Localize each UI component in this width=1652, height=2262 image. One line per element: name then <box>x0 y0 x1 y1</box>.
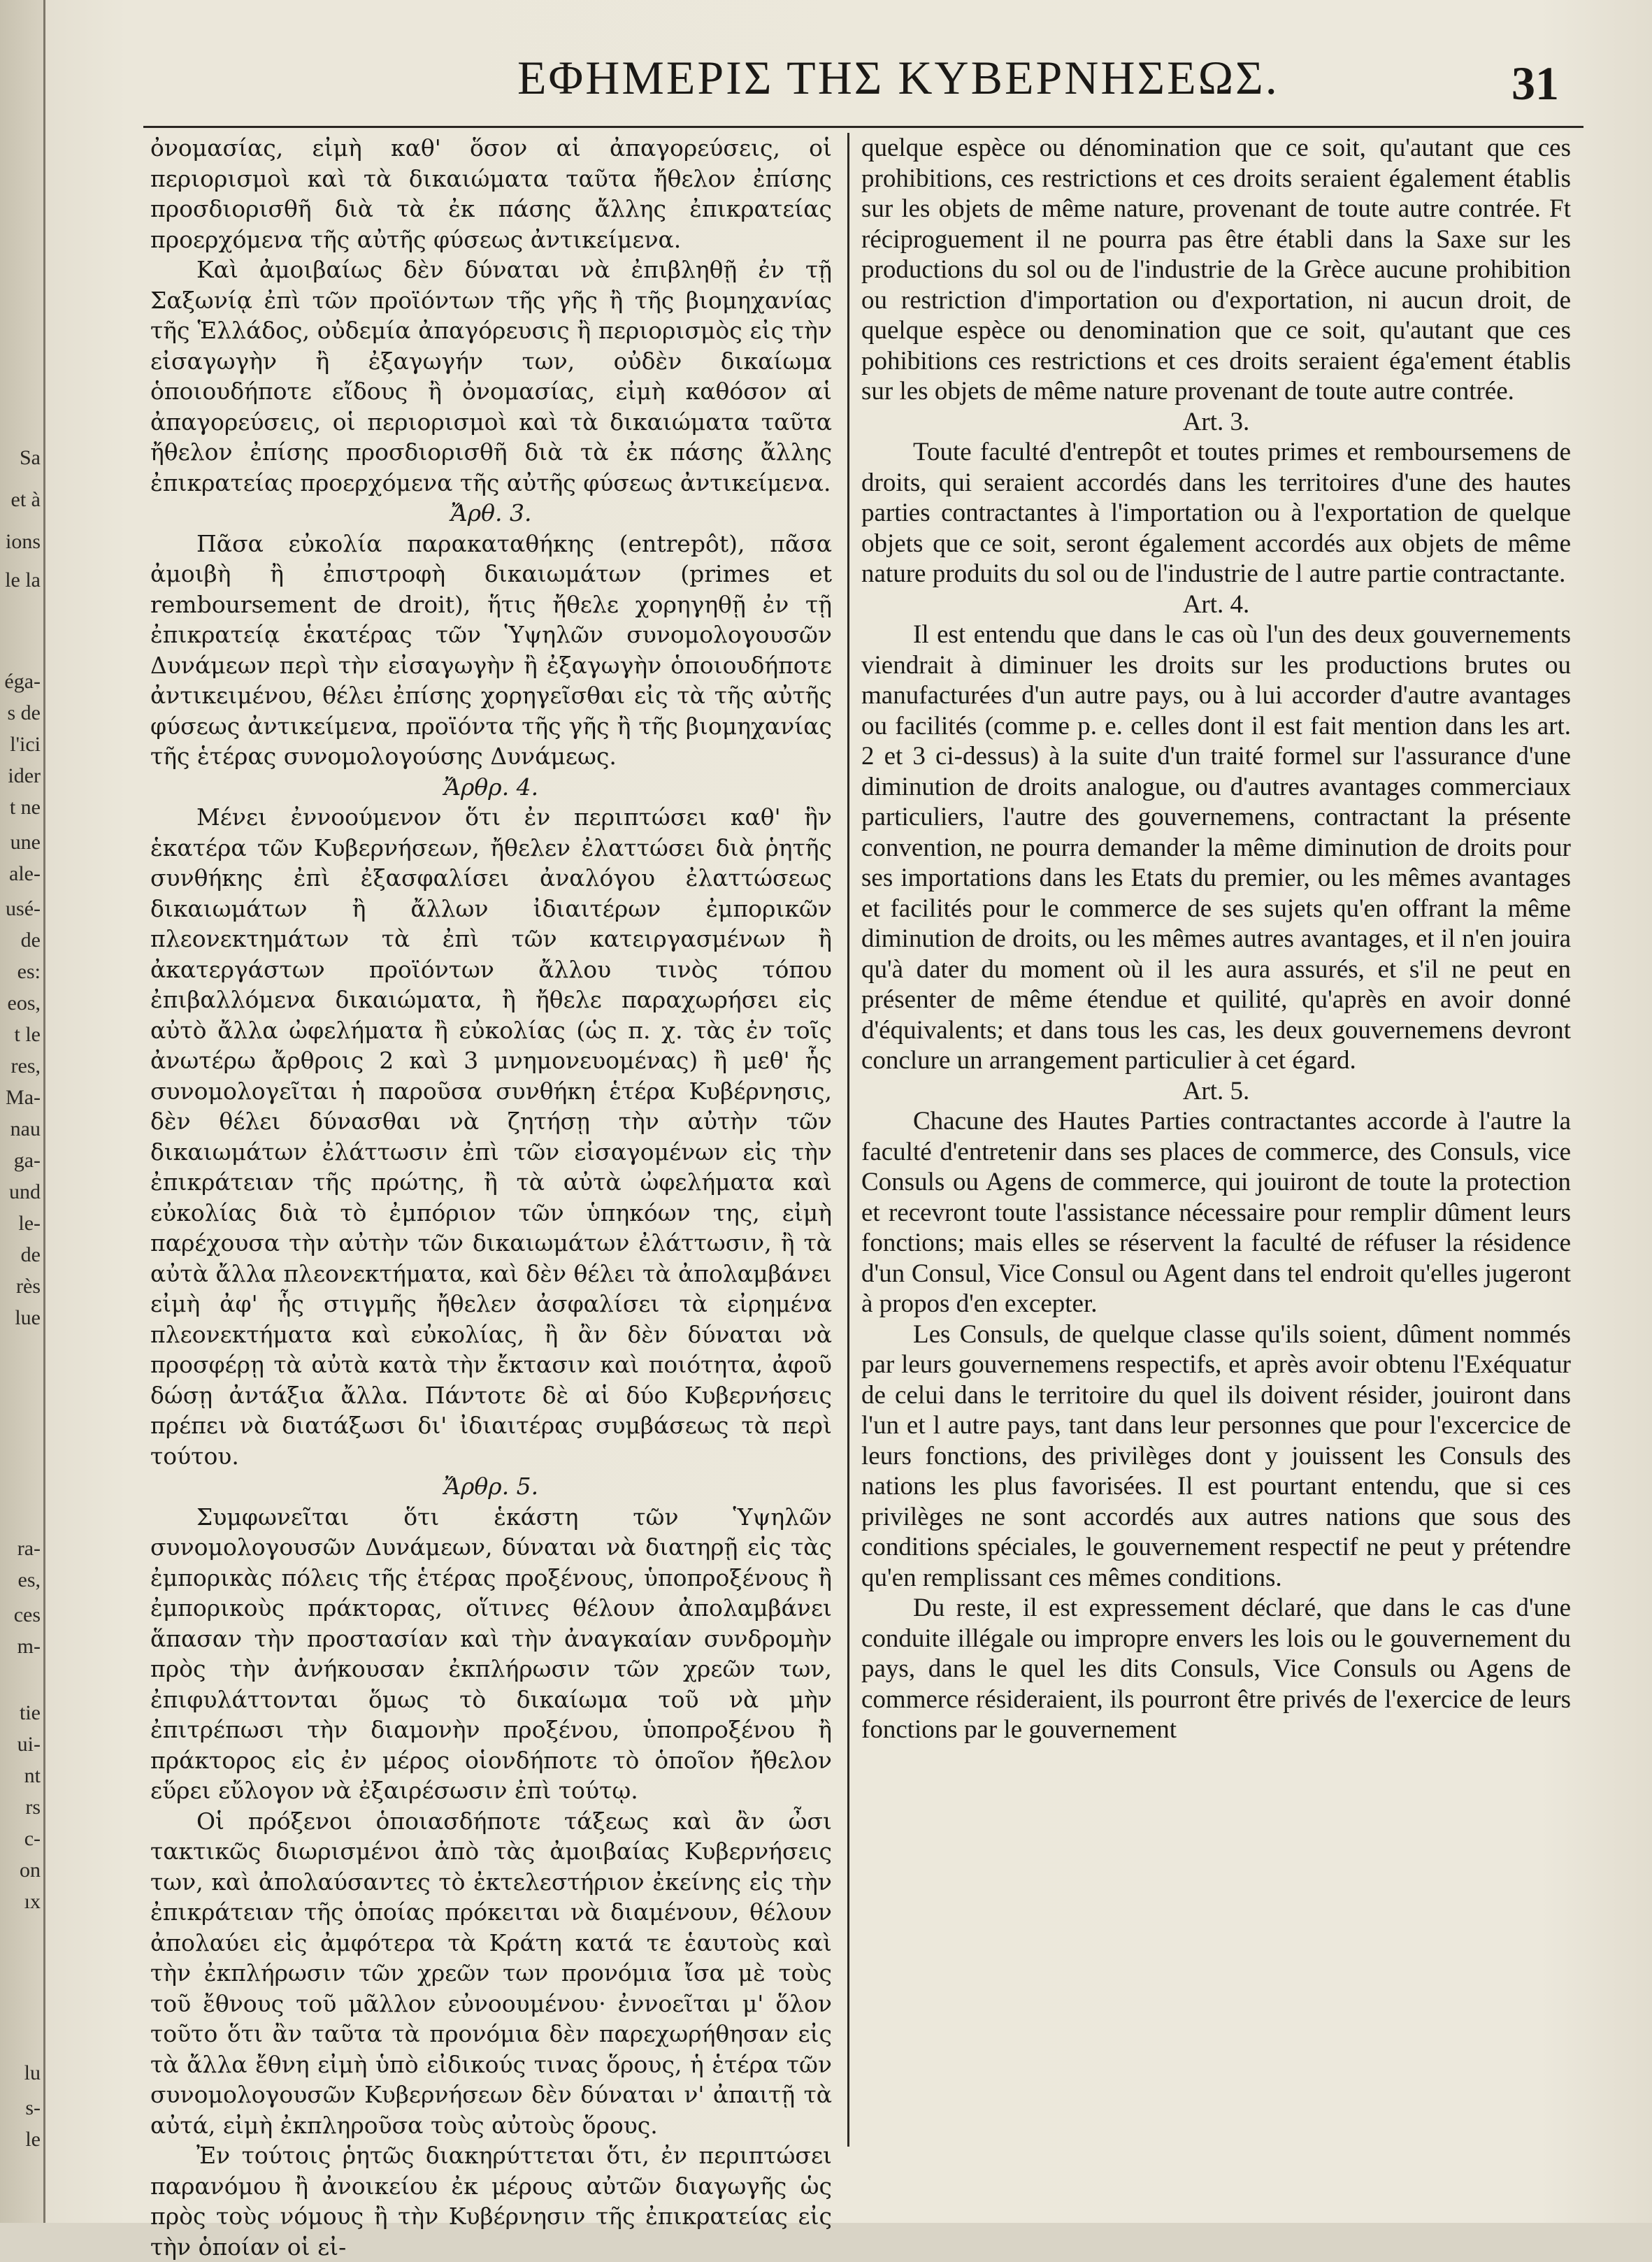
gazette-title: ΕΦΗΜΕΡΙΣ ΤΗΣ ΚΥΒΕΡΝΗΣΕΩΣ. <box>517 51 1279 104</box>
margin-fragment: Sa <box>20 446 41 469</box>
margin-fragment: et à <box>10 488 41 511</box>
margin-fragment: c- <box>24 1827 41 1850</box>
greek-paragraph: Καὶ ἀμοιβαίως δὲν δύναται νὰ ἐπιβληθῇ ἐν τῇ Σαξωνίᾳ ἐπὶ τῶν προϊόντων τῆς γῆς ἢ τῆς βιομηχανίας τῆς Ἑλλάδος, οὐδεμία ἀπαγόρευσις ἢ περιορισμὸς εἰς τὴν εἰσαγωγὴν ἢ ἐξαγωγήν των, οὐδὲν δικαίωμα ὁποιουδήποτε εἴδους ἢ ὀνομασίας, εἰμὴ καθόσον αἱ ἀπαγορεύσεις, οἱ περιορισμοὶ καὶ τὰ δικαιώματα ταῦτα ἤθελον ἐπίσης προσδιορισθῆ διὰ τὰ ἐκ πάσης ἄλλης ἐπικρατείας προερχόμενα τῆς αὐτῆς φύσεως ἀντικείμενα. <box>150 256 832 496</box>
margin-fragment: rs <box>25 1796 41 1819</box>
header-rule <box>143 126 1583 128</box>
greek-paragraph: Οἱ πρόξενοι ὁποιασδήποτε τάξεως καὶ ἂν ὦσι τακτικῶς διωρισμένοι ἀπὸ τὰς ἀμοιβαίας Κυβερνήσεις των, καὶ ἀπολαύσαντες τὸ ἐκτελεστήριον ἐκείνης εἰς τὴν ἐπικράτειαν τῆς ὁποίας πρόκειται νὰ διαμένουν, θέλουν ἀπολαύει εἰς ἀμφότερα τὰ Κράτη κατά τε ἑαυτοὺς καὶ τὴν ἐκπλήρωσιν τῶν χρεῶν των προνόμια ἴσα μὲ τοὺς τοῦ ἔθνους τοῦ μᾶλλον εὐνοουμένου· ἐννοεῖται μ' ὅλον τοῦτο ὅτι ἂν ταῦτα τὰ προνόμια δὲν παρεχωρήθησαν εἰς τὰ ἄλλα ἔθνη εἰμὴ ὑπὸ εἰδικούς τινας ὅρους, ἡ ἑτέρα τῶν συνομολογουσῶν Κυβερνήσεων δὲν δύναται ν' ἀπαιτῇ τὰ αὐτά, εἰμὴ ἐκπληροῦσα τοὺς αὐτοὺς ὅρους. <box>150 1807 832 2139</box>
margin-fragment: es: <box>17 960 41 983</box>
margin-fragment: ıx <box>24 1890 41 1913</box>
french-column <box>861 133 1571 1745</box>
greek-paragraph: Συμφωνεῖται ὅτι ἑκάστη τῶν Ὑψηλῶν συνομολογουσῶν Δυνάμεων, δύναται νὰ διατηρῇ εἰς τὰς ἐμπορικὰς πόλεις τῆς ἑτέρας προξένους, ὑποπροξένους ἢ ἐμπορικοὺς πράκτορας, οἵτινες θέλουν ἀπολαμβάνει ἅπασαν τὴν προστασίαν καὶ τὴν ἀναγκαίαν συνδρομὴν πρὸς τὴν ἀνήκουσαν ἐκπλήρωσιν τῶν χρεῶν των, ἐπιφυλάττονται ὅμως τὸ δικαίωμα τοῦ νὰ μὴν ἐπιτρέπωσι τὴν διαμονὴν προξένου, ὑποπροξένου ἢ πράκτορος εἰς ἐν μέρος οἱονδήποτε τὸ ὁποῖον ἤθελον εὕρει εὔλογον νὰ ἐξαιρέσωσιν ἐπὶ τούτῳ. <box>150 1503 832 1804</box>
column-divider <box>847 133 849 2147</box>
french-paragraph: quelque espèce ou dénomination que ce soit, qu'autant que ces prohibitions, ces restrictions et ces droits seraient également établis sur les objets de même nature, provenant de toute autre contrée. Ft réciproguement il ne pourra pas être établi dans la Saxe sur les productions du sol ou de l'industrie de la Grèce aucune prohibition ou restriction d'importation ou d'exportation, ni aucun droit, de quelque espèce ou denomination que ce soit, qu'autant que ces pohibitions ces restrictions et ces droits seraient éga'ement établis sur les objets de même nature provenant de toute autre contrée. <box>861 134 1571 406</box>
margin-fragment: t le <box>14 1023 41 1046</box>
french-paragraph: Toute faculté d'entrepôt et toutes primes et remboursemens de droits, qui seraient accordés dans les territoires d'une des hautes parties contractantes à l'importation ou à l'exportation de quelque objets que ce soit, seront également accordés aux objets de même nature produits du sol ou de l'industrie de l autre partie contractante. <box>861 438 1571 588</box>
margin-fragment: eos, <box>7 992 41 1015</box>
french-article-5-heading: Art. 5. <box>1182 1076 1250 1105</box>
margin-fragment: res, <box>10 1054 41 1078</box>
greek-article-5-heading: Ἄρθρ. 5. <box>443 1473 539 1500</box>
margin-fragment: l'ici <box>10 733 41 756</box>
margin-fragment: nau <box>10 1117 41 1140</box>
margin-fragment: es, <box>17 1568 41 1591</box>
greek-article-3-heading: Ἄρθ. 3. <box>450 499 532 527</box>
margin-fragment: ale- <box>9 862 41 885</box>
margin-fragment: éga- <box>4 670 41 693</box>
greek-paragraph: Ἐν τούτοις ῥητῶς διακηρύττεται ὅτι, ἐν περιπτώσει παρανόμου ἢ ἀνοικείου ἐκ μέρους αὐτῶν διαγωγῆς ὡς πρὸς τοὺς νόμους ἢ τὴν Κυβέρνησιν τῆς ἐπικρατείας εἰς τὴν ὁποίαν οἱ εἰ- <box>150 2142 832 2261</box>
margin-fragment: s- <box>25 2096 41 2119</box>
french-paragraph: Il est entendu que dans le cas où l'un des deux gouvernements viendrait à diminuer les droits sur les productions brutes ou manufacturées d'un autre pays, ou à lui accorder d'autre avantages ou facilités (comme p. e. celles dont il est fait mention dans les art. 2 et 3 ci-dessus) à la suite d'un traité formel sur l'assurance d'une diminution de droits analogue, ou d'autres avantages commerciaux particuliers, l'autre des gouvernemens, contractant la présente convention, ne pourra demander la même diminution de droits pour ses importations dans les Etats du premier, ou les mêmes avantages et facilités pour le commerce de ses sujets qu'en offrant la même diminution de droits, ou les mêmes autres avantages, et il n'en jouira qu'à dater du moment où il les aura assurés, et s'il ne peut en présenter de même étendue et quilité, qu'après en avoir donné d'équivalents; et dans tous les cas, les deux gouvernemens devront conclure un arrangement particulier à cet égard. <box>861 620 1571 1075</box>
margin-fragment: m- <box>17 1635 41 1658</box>
margin-fragment: le- <box>18 1212 41 1235</box>
margin-fragment: Ma- <box>6 1086 41 1109</box>
margin-fragment: ider <box>8 764 41 787</box>
margin-fragment: nt <box>24 1764 41 1787</box>
french-article-4-heading: Art. 4. <box>1182 589 1250 619</box>
margin-fragment: de <box>20 929 41 952</box>
margin-fragment: de <box>20 1243 41 1266</box>
margin-fragment: usé- <box>6 897 41 920</box>
margin-fragment: on <box>20 1859 41 1882</box>
french-article-3-heading: Art. 3. <box>1182 407 1250 436</box>
page-number: 31 <box>1511 57 1559 110</box>
french-paragraph: Les Consuls, de quelque classe qu'ils soient, dûment nommés par leurs gouvernemens respectifs, et après avoir obtenu l'Exéquatur de celui dans le territoire du quel ils doivent résider, jouiront dans l'un et l autre pays, tant dans leur personnes que pour l'excercice de leurs fonctions, des privilèges dont y jouissent les Consuls des nations les plus favorisées. Il est pourtant entendu, que si ces privilèges ne sont accordés aux autres nations que sous des conditions spéciales, le gouvernement respectif ne peut y prétendre qu'en remplissant ces mêmes conditions. <box>861 1319 1571 1592</box>
greek-paragraph: Μένει ἐννοούμενον ὅτι ἐν περιπτώσει καθ' ἣν ἑκατέρα τῶν Κυβερνήσεων, ἤθελεν ἐλαττώσει διὰ ῥητῆς συνθήκης ἐπὶ ἐξασφαλίσει ἀναλόγου ἐλαττώσεως δικαιωμάτων ἢ ἄλλων ἰδιαιτέρων ἐμπορικῶν πλεονεκτημάτων τὰ ἐπὶ τῶν κατειργασμένων ἢ ἀκατεργάστων προϊόντων ἄλλου τινὸς τόπου ἐπιβαλλόμενα δικαιώματα, ἢ ἤθελε παραχωρήσει εἰς αὐτὸ ἄλλα ὠφελήματα ἢ εὐκολίας (ὡς π. χ. τὰς ἐν τοῖς ἀνωτέρω ἄρθροις 2 καὶ 3 μνημονευομένας) ἢ μεθ' ἧς συνομολογεῖται ἡ παροῦσα συνθήκη ἑτέρα Κυβέρνησις, δὲν θέλει δύνασθαι νὰ ζητήσῃ τὴν αὐτὴν τῶν δικαιωμάτων ἐλάττωσιν ἐπὶ τῶν εἰσαγομένων εἰς τὴν ἐπικράτειαν τῆς πρώτης, ἢ τὰ αὐτὰ ὠφελήματα καὶ εὐκολίας διὰ τὸ ἐμπόριον τῶν ὑπηκόων της, εἰμὴ παρέχουσα τὴν αὐτὴν τῶν δικαιωμάτων ἐλάττωσιν, ἢ τὰ αὐτὰ ἄλλα πλεονεκτήματα, καὶ δὲν θέλει τὰ ἀπολαμβάνει εἰμὴ ἀφ' ἧς στιγμῆς ἤθελεν ἀσφαλίσει τὰ εἰρημένα πλεονεκτήματα καὶ εὐκολίας, ἢ ἂν δὲν δύναται νὰ προσφέρῃ τὰ αὐτὰ κατὰ τὴν ἔκτασιν καὶ ποιότητα, ἀφοῦ δώσῃ ἀντάξια ἄλλα. Πάντοτε δὲ αἱ δύο Κυβερνήσεις πρέπει νὰ διατάξωσι δι' ἰδιαιτέρας συμβάσεως τὰ περὶ τούτου. <box>150 803 832 1470</box>
margin-fragment: le <box>25 2128 41 2151</box>
margin-fragment: und <box>9 1180 41 1203</box>
margin-fragment: ra- <box>17 1537 41 1560</box>
margin-fragment: ces <box>13 1603 41 1626</box>
margin-fragment: ga- <box>13 1149 41 1172</box>
greek-paragraph: Πᾶσα εὐκολία παρακαταθήκης (entrepôt), πᾶσα ἀμοιβὴ ἢ ἐπιστροφὴ δικαιωμάτων (primes et remboursement de droit), ἥτις ἤθελε χορηγηθῇ ἐν τῇ ἐπικρατείᾳ ἑκατέρας τῶν Ὑψηλῶν συνομολογουσῶν Δυνάμεων περὶ τὴν εἰσαγωγὴν ἢ ἐξαγωγὴν ὁποιουδήποτε ἀντικειμένου, θέλει ἐπίσης χορηγεῖσθαι εἰς τὰ τῆς αὐτῆς φύσεως ἀντικείμενα, προϊόντα τῆς γῆς ἢ τῆς βιομηχανίας τῆς ἑτέρας συνομολογούσης Δυνάμεως. <box>150 529 832 770</box>
margin-fragment: lue <box>15 1306 41 1329</box>
margin-fragment: ui- <box>17 1733 41 1756</box>
margin-fragment: le la <box>5 568 41 592</box>
margin-fragment: s de <box>7 701 41 724</box>
adjacent-page-edge <box>0 0 45 2223</box>
margin-fragment: ions <box>5 530 41 553</box>
greek-column <box>150 133 832 2262</box>
margin-fragment: une <box>10 831 41 854</box>
margin-fragment: tie <box>20 1701 41 1724</box>
greek-paragraph: ὀνομασίας, εἰμὴ καθ' ὅσον αἱ ἀπαγορεύσεις, οἱ περιορισμοὶ καὶ τὰ δικαιώματα ταῦτα ἤθελον ἐπίσης προσδιορισθῆ διὰ τὰ ἐκ πάσης ἄλλης ἐπικρατείας προερχόμενα τῆς αὐτῆς φύσεως ἀντικείμενα. <box>150 134 832 253</box>
french-paragraph: Chacune des Hautes Parties contractantes accorde à l'autre la faculté d'entretenir dans ses places de commerce, des Consuls, vice Consuls ou Agens de commerce, qui jouiront de toute la protection et recevront toute l'assistance nécessaire pour remplir dûment leurs fonctions; mais elles se réservent la faculté de réfuser la résidence d'un Consul, Vice Consul ou Agent dans tel endroit qu'elles jugeront à propos d'en excepter. <box>861 1107 1571 1318</box>
margin-fragment: lu <box>24 2061 41 2084</box>
margin-fragment: t ne <box>9 796 41 819</box>
french-paragraph: Du reste, il est expressement déclaré, que dans le cas d'une conduite illégale ou impropre envers les lois ou le gouvernement du pays, dans le quel les dits Consuls, Vice Consuls ou Agens de commerce résideraient, ils pourront être privés de l'exercice de leurs fonctions par le gouvernement <box>861 1594 1571 1744</box>
margin-fragment: rès <box>16 1275 41 1298</box>
greek-article-4-heading: Ἄρθρ. 4. <box>443 773 539 801</box>
